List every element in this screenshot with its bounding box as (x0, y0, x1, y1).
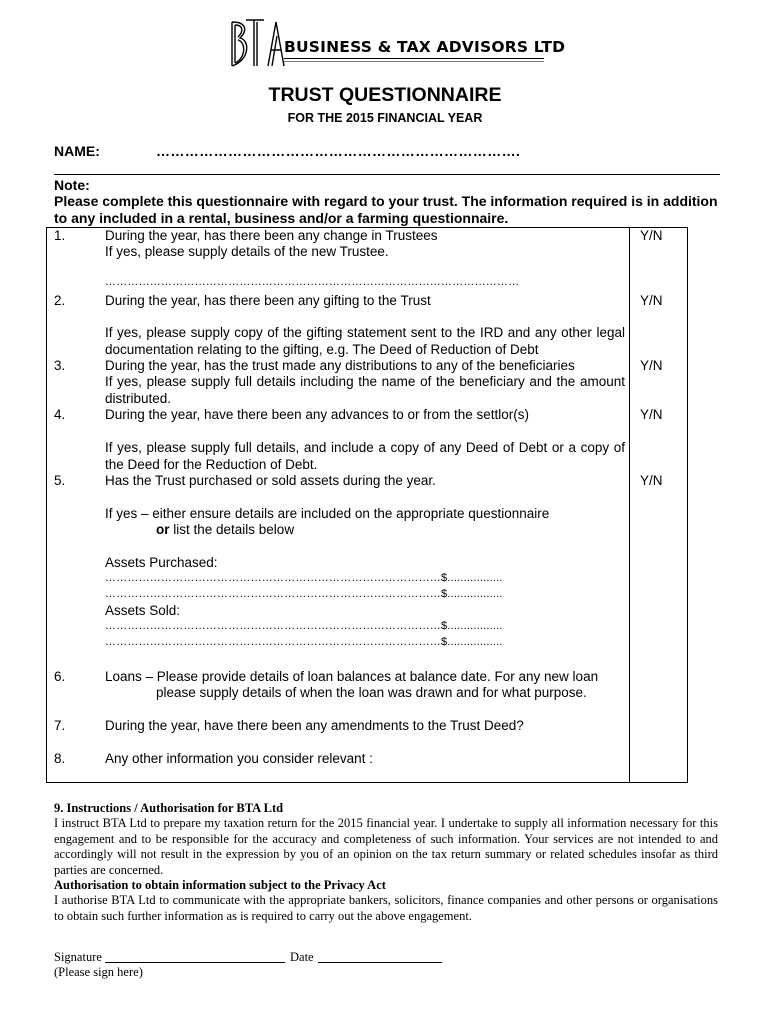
q3-number: 3. (54, 358, 66, 373)
assets-purchased-label: Assets Purchased: (105, 555, 218, 570)
q4-text: During the year, have there been any advances to or from the settlor(s) (105, 407, 529, 422)
q5-followup-rest: list the details below (169, 522, 295, 537)
q3-followup: If yes, please supply full details including the name of the beneficiary and the amount distributed. (105, 374, 625, 406)
signature-note: (Please sign here) (54, 965, 143, 979)
logo-underline-shadow (284, 61, 544, 62)
note-label: Note: (54, 177, 90, 193)
q2-number: 2. (54, 293, 66, 308)
q3-text: During the year, has the trust made any distributions to any of the beneficiaries (105, 358, 575, 373)
signature-label: Signature (54, 950, 102, 964)
logo-underline (284, 58, 544, 59)
document-subtitle: FOR THE 2015 FINANCIAL YEAR (287, 111, 483, 125)
assets-sold-line-1[interactable]: ………………………………………………………………………………$................. (105, 620, 503, 632)
instructions-body: I instruct BTA Ltd to prepare my taxation return for the 2015 financial year. I undertake to supply all information necessary for this engagement and to be responsible for the accuracy and completeness of such information. Your services are not intended to and accordingly will not result in the expression by you of an opinion on the tax return summary or related schedules insofar as third parties are concerned. (54, 816, 718, 877)
q4-yn[interactable]: Y/N (640, 407, 663, 422)
q6-text: Loans – Please provide details of loan balances at balance date. For any new loan (105, 669, 599, 684)
name-field[interactable]: …………………………………………………………………. (156, 143, 521, 159)
q3-yn[interactable]: Y/N (640, 358, 663, 373)
q1-number: 1. (54, 228, 66, 243)
q6-text-line2: please supply details of when the loan was drawn and for what purpose. (156, 685, 587, 700)
q2-text: During the year, has there been any gifting to the Trust (105, 293, 431, 308)
q7-text: During the year, have there been any amendments to the Trust Deed? (105, 718, 524, 733)
q8-number: 8. (54, 751, 66, 766)
document-title: TRUST QUESTIONNAIRE (268, 84, 502, 106)
q5-or: or (156, 522, 170, 537)
yn-column-divider (629, 227, 630, 783)
q2-followup: If yes, please supply copy of the gifting statement sent to the IRD and any other legal documentation relating to the gifting, e.g. The Deed of Reduction of Debt (105, 325, 625, 357)
assets-sold-line-2[interactable]: ………………………………………………………………………………$................. (105, 636, 503, 648)
note-text: Please complete this questionnaire with regard to your trust. The information required is in addition to any included in a rental, business and/or a farming questionnaire. (54, 193, 718, 226)
q4-followup: If yes, please supply full details, and include a copy of any Deed of Debt or a copy of the Deed for the Reduction of Debt. (105, 440, 625, 472)
name-label: NAME: (54, 143, 100, 159)
assets-purchased-line-1[interactable]: ………………………………………………………………………………$................. (105, 572, 503, 584)
q2-yn[interactable]: Y/N (640, 293, 663, 308)
date-label: Date (290, 950, 314, 964)
signature-field[interactable] (105, 962, 285, 963)
q5-number: 5. (54, 473, 66, 488)
q4-number: 4. (54, 407, 66, 422)
q1-text: During the year, has there been any change in Trustees (105, 228, 438, 243)
q1-answer-line[interactable]: ………………………………………………………………………………………………… (105, 276, 520, 288)
q7-number: 7. (54, 718, 66, 733)
q5-followup-line2 (156, 522, 294, 537)
q5-followup: If yes – either ensure details are included on the appropriate questionnaire (105, 506, 550, 521)
assets-sold-label: Assets Sold: (105, 603, 181, 618)
company-name: BUSINESS & TAX ADVISORS LTD (284, 38, 566, 56)
q5-yn[interactable]: Y/N (640, 473, 663, 488)
bta-logo-icon (228, 16, 288, 72)
q8-text: Any other information you consider relevant : (105, 751, 373, 766)
divider (54, 174, 720, 175)
q5-text: Has the Trust purchased or sold assets during the year. (105, 473, 436, 488)
instructions-title: 9. Instructions / Authorisation for BTA Ltd (54, 801, 284, 815)
assets-purchased-line-2[interactable]: ………………………………………………………………………………$................. (105, 588, 503, 600)
privacy-body: I authorise BTA Ltd to communicate with the appropriate bankers, solicitors, finance companies and other persons or organisations to obtain such further information as is required to carry out the above engagement. (54, 893, 718, 923)
date-field[interactable] (318, 962, 442, 963)
q1-yn[interactable]: Y/N (640, 228, 663, 243)
privacy-title: Authorisation to obtain information subject to the Privacy Act (54, 878, 386, 892)
q6-number: 6. (54, 669, 66, 684)
q1-followup: If yes, please supply details of the new Trustee. (105, 244, 389, 259)
